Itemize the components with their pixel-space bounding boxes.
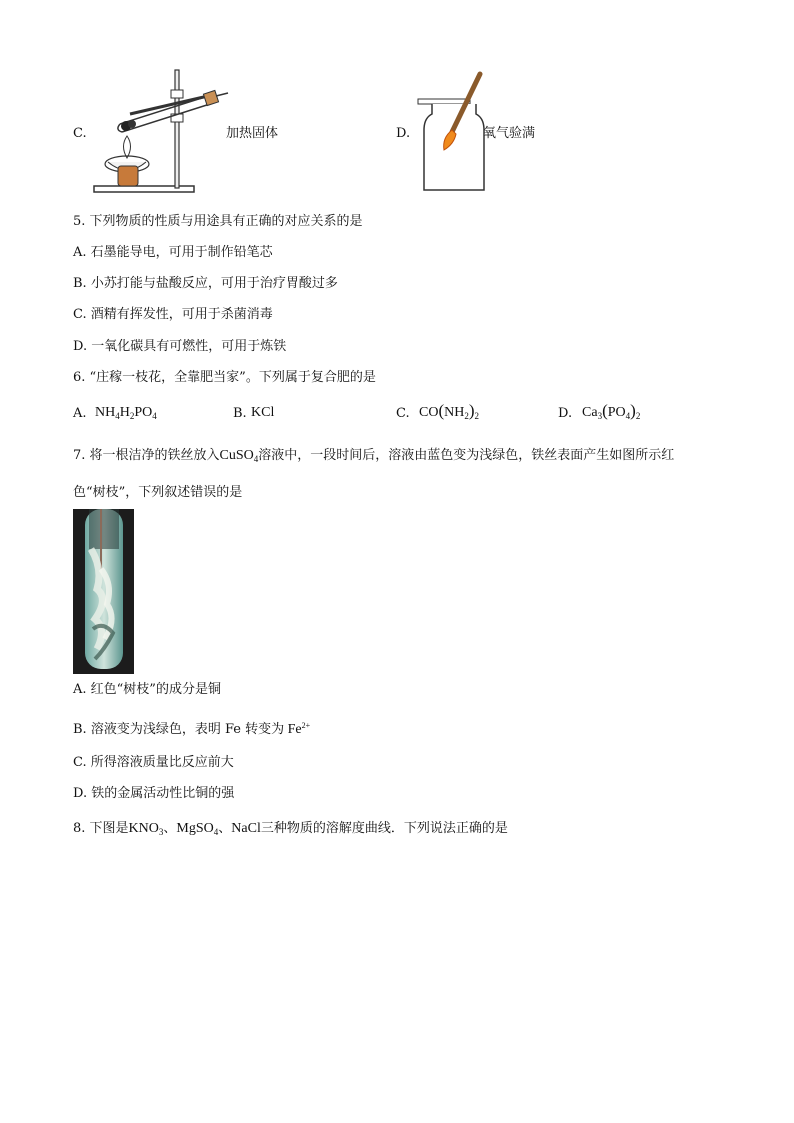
q7-stem-line1 [73,448,674,467]
test-tube-copper-tree-photo [73,509,134,674]
q6-option-b-formula: KCl [251,405,275,420]
option-c-caption: 加热固体 [226,126,279,141]
q7-stem-line2: 色“树枝”，下列叙述错误的是 [73,485,243,500]
q6-option-c-letter: C. [396,406,410,421]
q8-stem-post: 三种物质的溶解度曲线．下列说法正确的是 [260,821,508,836]
q7-cuso4-formula: CuSO$_4$ [219,448,259,464]
q7-option-a: A. 红色“树枝”的成分是铜 [73,682,221,697]
q8-sep2: 、 [218,821,232,836]
q7-fe2-ion: $Fe^{2+}$ [284,721,311,737]
q7-option-b-text: B. 溶液变为浅绿色，表明 Fe 转变为 [73,722,285,737]
q6-option-c-formula: $CO(NH_2)_2$ [419,401,480,421]
q7-stem-pre: 7. 将一根洁净的铁丝放入 [73,448,220,463]
q8-sep1: 、 [163,821,177,836]
q5-option-a: A. 石墨能导电，可用于制作铅笔芯 [73,245,273,260]
q7-option-c: C. 所得溶液质量比反应前大 [73,755,234,770]
q6-option-a-formula: $NH_4H_2PO_4$ [95,405,157,421]
q6-stem: 6. “庄稼一枝花，全靠肥当家”。下列属于复合肥的是 [73,370,376,385]
q5-option-b: B. 小苏打能与盐酸反应，可用于治疗胃酸过多 [73,276,338,291]
q8-kno3-formula: $KNO_3$ [128,821,164,837]
option-d-caption: 氧气验满 [483,126,536,141]
q7-stem-post: 溶液中，一段时间后，溶液由蓝色变为浅绿色，铁丝表面产生如图所示红 [258,448,675,463]
option-d-letter: D. [396,126,411,141]
option-c-letter: C. [73,126,87,141]
q6-option-d-formula: $Ca_3(PO_4)_2$ [582,401,641,421]
q5-option-c: C. 酒精有挥发性，可用于杀菌消毒 [73,307,273,322]
q5-option-d: D. 一氧化碳具有可燃性，可用于炼铁 [73,339,287,354]
q5-stem: 5. 下列物质的性质与用途具有正确的对应关系的是 [73,214,363,229]
q7-option-d: D. 铁的金属活动性比铜的强 [73,786,235,801]
q6-option-d-letter: D. [558,406,573,421]
q6-option-b-letter: B. [233,406,247,421]
q8-stem-pre: 8. 下图是 [73,821,129,836]
q8-nacl-formula: NaCl [231,821,261,836]
q6-option-a-letter: A. [73,406,87,421]
q8-stem [73,821,508,840]
q8-mgso4-formula: MgSO$_4$ [176,821,219,837]
heating-solid-apparatus [90,66,230,198]
q7-option-b [73,718,310,738]
